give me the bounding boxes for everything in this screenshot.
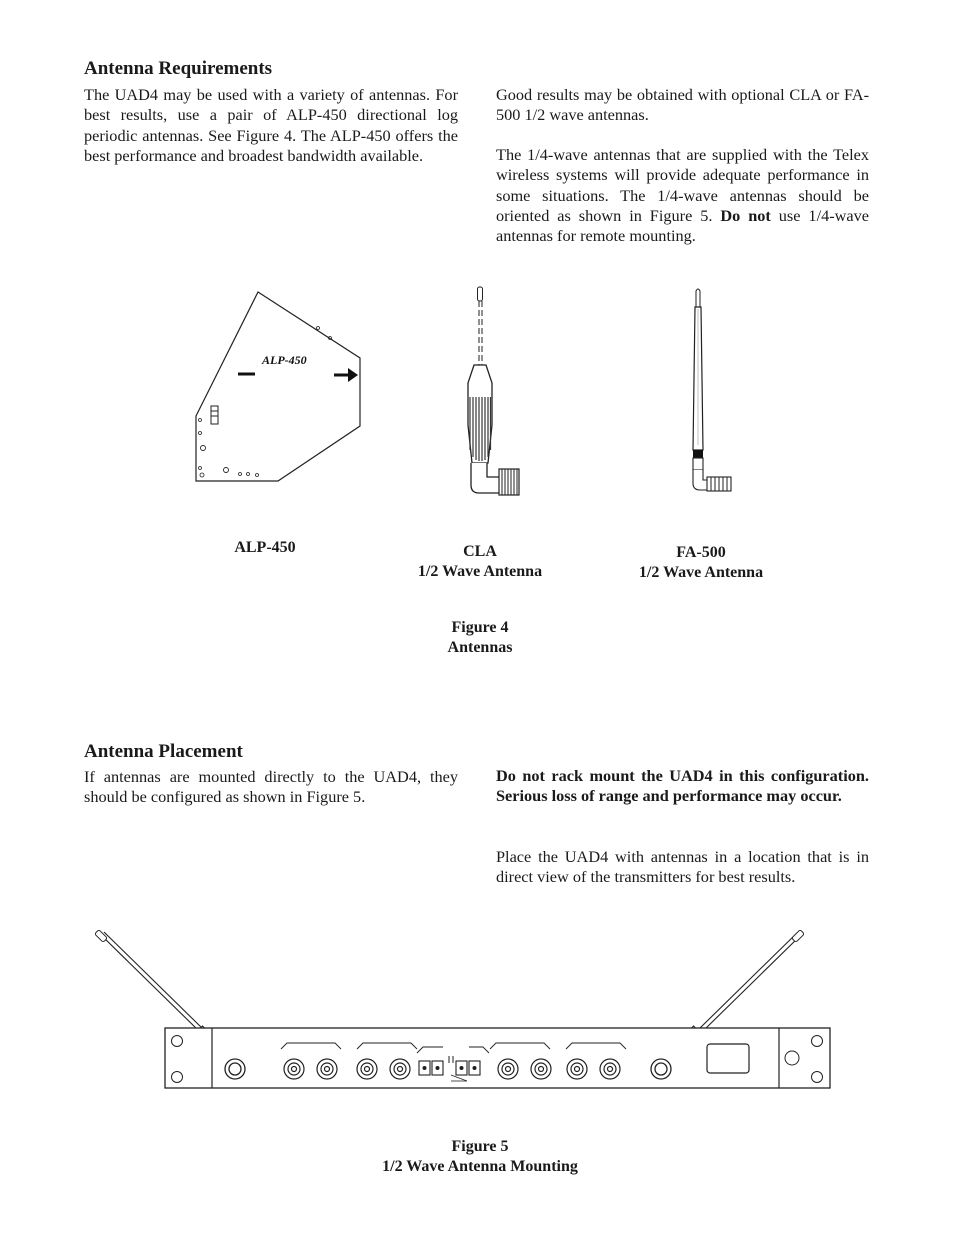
- do-not-emphasis: Do not: [720, 205, 771, 225]
- antenna-requirements-right-paragraph-2: The 1/4-wave antennas that are supplied with the Telex wireless systems will provide adequate performance in some situations. The 1/4-wave antennas should be oriented as shown in Figure 5. Do not use 1/4-wave antennas for remote mounting.: [496, 145, 870, 246]
- alp-450-antenna-illustration: [190, 288, 370, 488]
- section-heading-antenna-placement: Antenna Placement: [84, 741, 243, 762]
- cla-caption: CLA 1/2 Wave Antenna: [417, 543, 543, 580]
- cla-antenna-illustration: [455, 285, 525, 500]
- section-heading-antenna-requirements: Antenna Requirements: [84, 58, 273, 79]
- figure-5-caption: Figure 5 1/2 Wave Antenna Mounting: [382, 1138, 578, 1175]
- rack-mount-warning: Do not rack mount the UAD4 in this configuration. Serious loss of range and performance may occur.: [496, 766, 869, 806]
- antenna-requirements-left-paragraph: The UAD4 may be used with a variety of antennas. For best results, use a pair of ALP-450 directional log periodic antennas. See Figure 4. The ALP-450 offers the best performance and broadest bandwidth available.: [84, 85, 458, 165]
- fa-500-caption: FA-500 1/2 Wave Antenna: [638, 544, 764, 581]
- fa-500-antenna-illustration: [680, 285, 740, 500]
- figure-4-caption: Figure 4 Antennas: [447, 619, 513, 656]
- uad4-antenna-mounting-illustration: [95, 925, 835, 1095]
- alp-450-inner-label: ALP-450: [262, 353, 307, 367]
- antenna-placement-left-paragraph: If antennas are mounted directly to the UAD4, they should be configured as shown in Figure 5.: [84, 767, 458, 807]
- antenna-requirements-right-paragraph-1: Good results may be obtained with optional CLA or FA-500 1/2 wave antennas.: [496, 85, 869, 125]
- alp-450-caption: ALP-450: [234, 539, 296, 556]
- antenna-placement-right-paragraph: Place the UAD4 with antennas in a location that is in direct view of the transmitters for best results.: [496, 847, 869, 887]
